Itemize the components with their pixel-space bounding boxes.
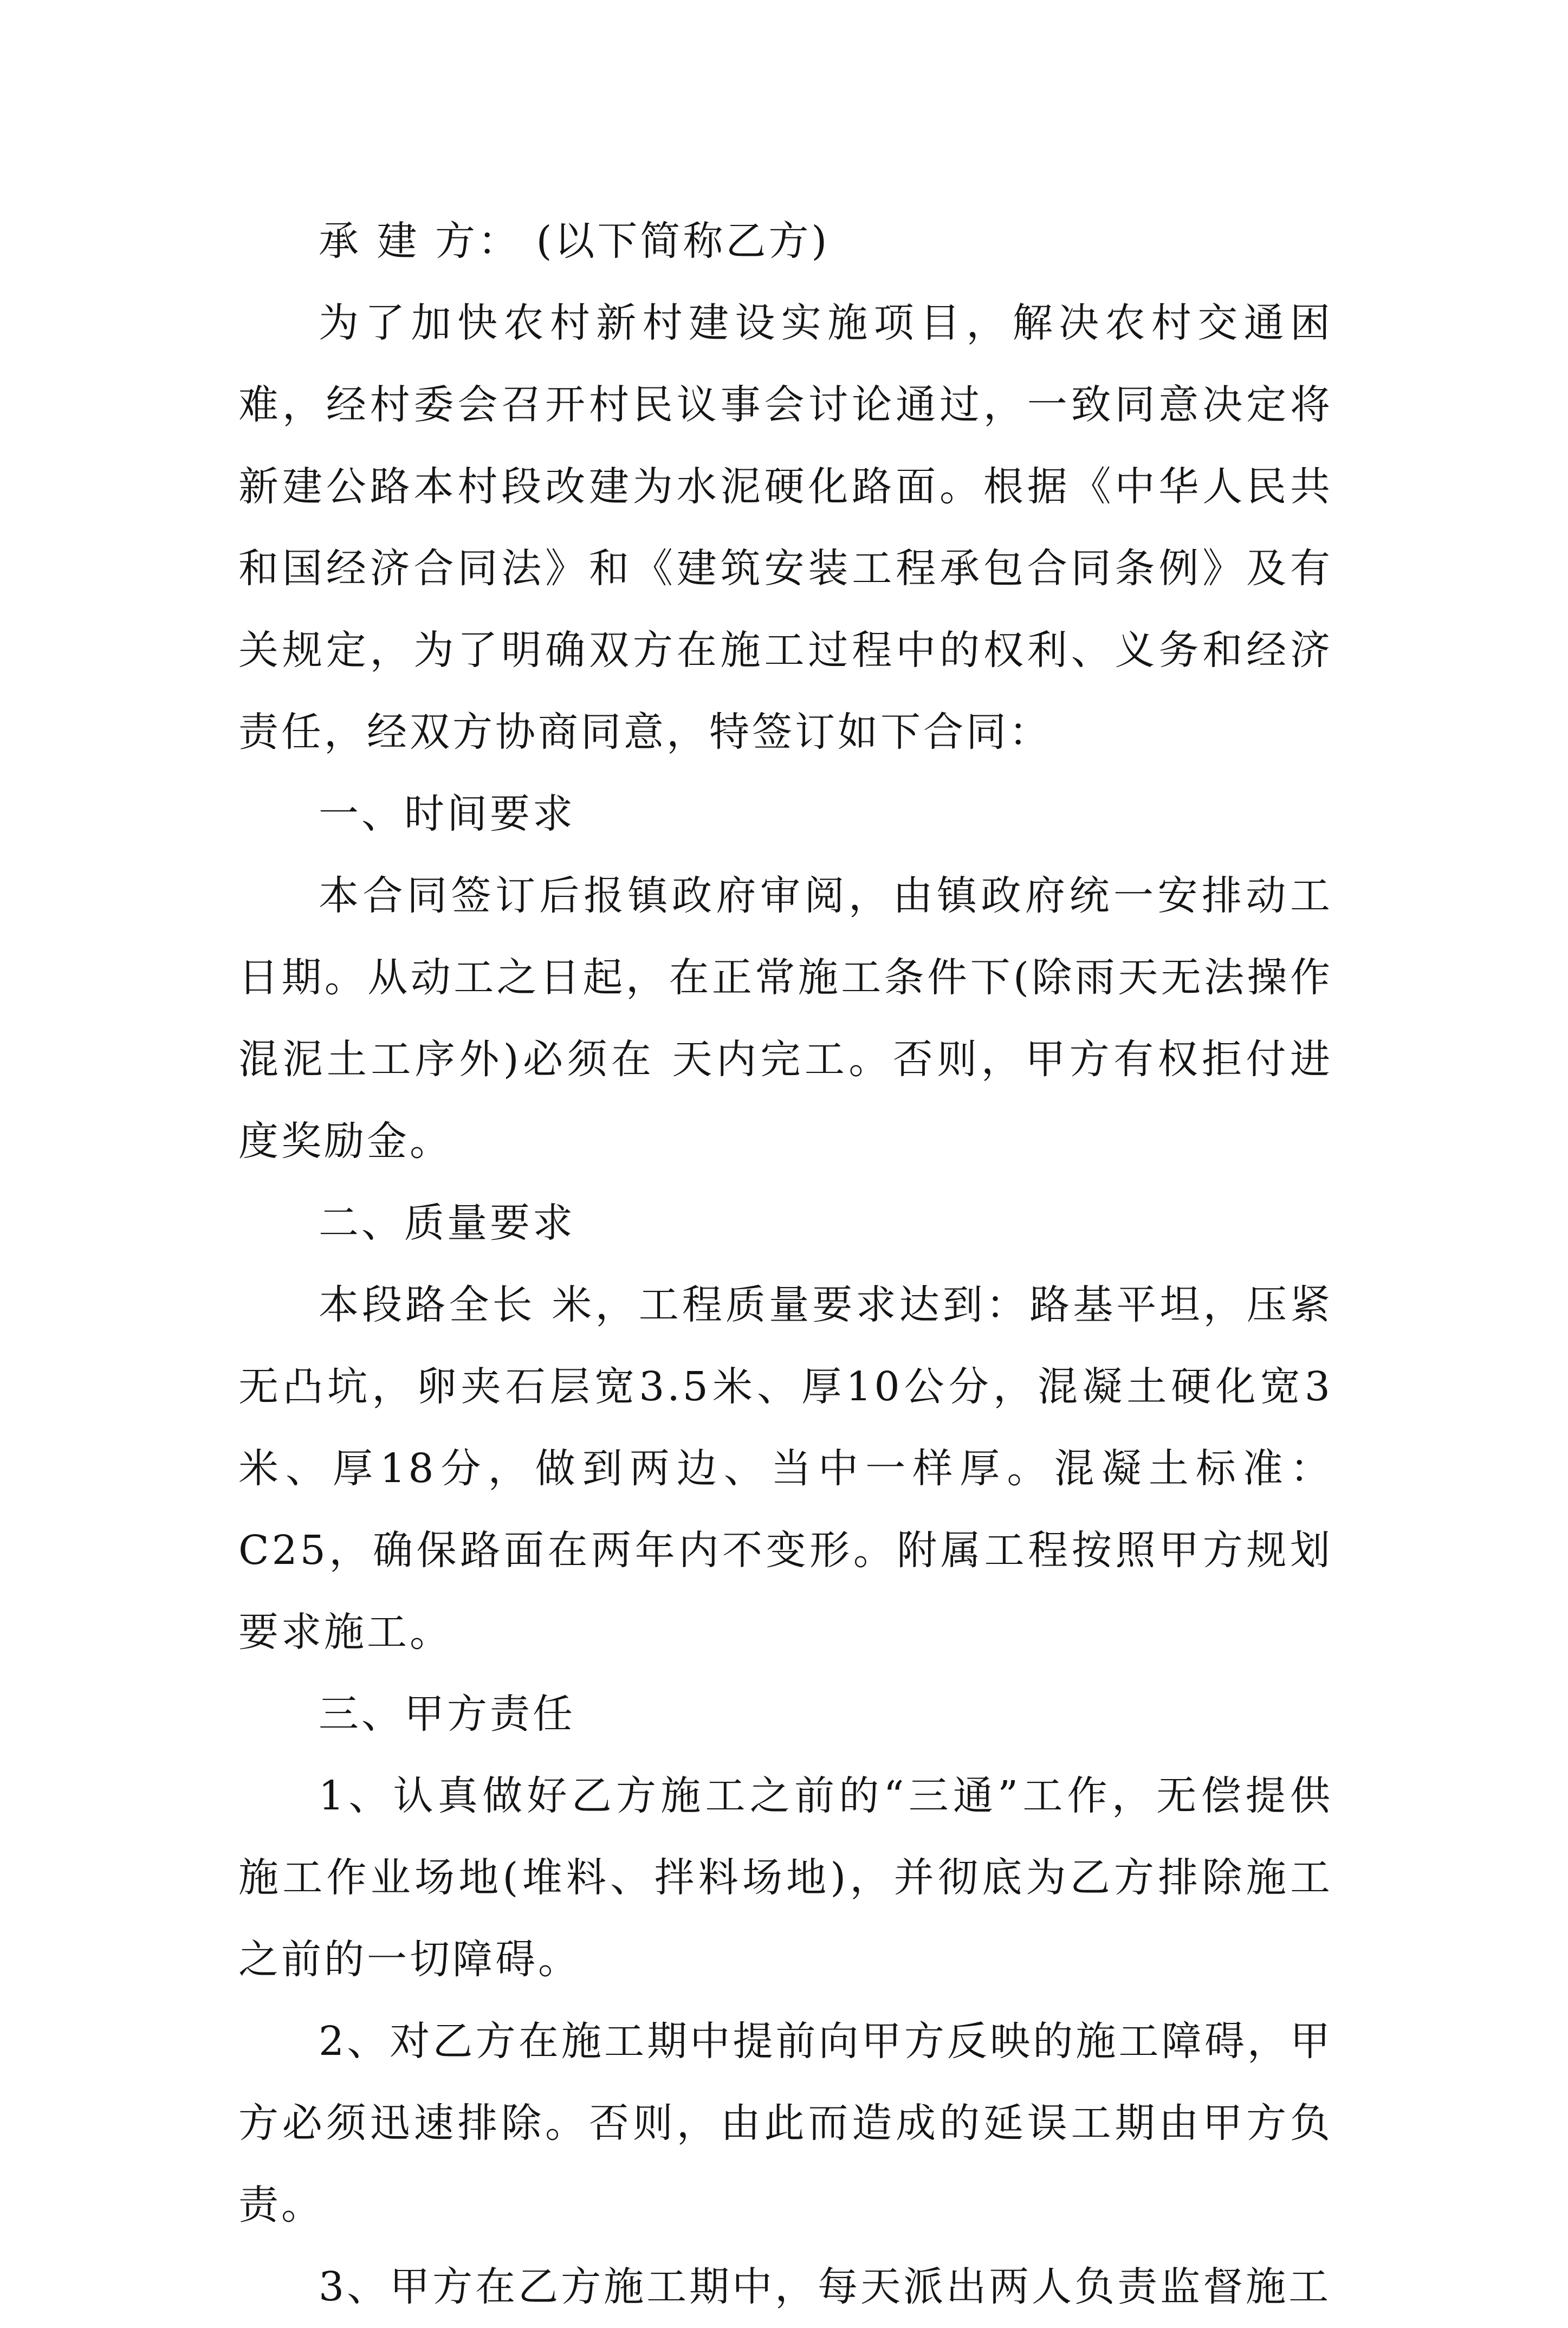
party-a-item-3: 3、甲方在乙方施工期中，每天派出两人负责监督施工 (319, 2264, 1332, 2310)
party-a-item-1: 1、认真做好乙方施工之前的“三通”工作，无偿提供施工作业场地(堆料、拌料场地)，并彻底为乙方排除施工之前的一切障碍。 (238, 1773, 1333, 1983)
contractor-line: 承 建 方： (以下简称乙方) (319, 218, 830, 264)
section-heading-time: 一、时间要求 (319, 791, 575, 837)
section-heading-quality: 二、质量要求 (319, 1200, 575, 1246)
document-body (238, 201, 1333, 2328)
time-requirement-paragraph: 本合同签订后报镇政府审阅，由镇政府统一安排动工日期。从动工之日起，在正常施工条件下(除雨天无法操作混泥土工序外)必须在 天内完工。否则，甲方有权拒付进度奖励金。 (238, 872, 1333, 1165)
party-a-item-2: 2、对乙方在施工期中提前向甲方反映的施工障碍，甲方必须迅速排除。否则，由此而造成的延误工期由甲方负责。 (238, 2018, 1333, 2228)
preamble-paragraph: 为了加快农村新村建设实施项目，解决农村交通困难，经村委会召开村民议事会讨论通过，一致同意决定将新建公路本村段改建为水泥硬化路面。根据《中华人民共和国经济合同法》和《建筑安装工程承包合同条例》及有关规定，为了明确双方在施工过程中的权利、义务和经济责任，经双方协商同意，特签订如下合同： (238, 300, 1333, 755)
quality-requirement-paragraph: 本段路全长 米，工程质量要求达到：路基平坦，压紧无凸坑，卵夹石层宽3.5米、厚10公分，混凝土硬化宽3米、厚18分，做到两边、当中一样厚。混凝土标准：C25，确保路面在两年内不变形。附属工程按照甲方规划要求施工。 (238, 1282, 1333, 1656)
section-heading-party-a: 三、甲方责任 (319, 1691, 575, 1737)
